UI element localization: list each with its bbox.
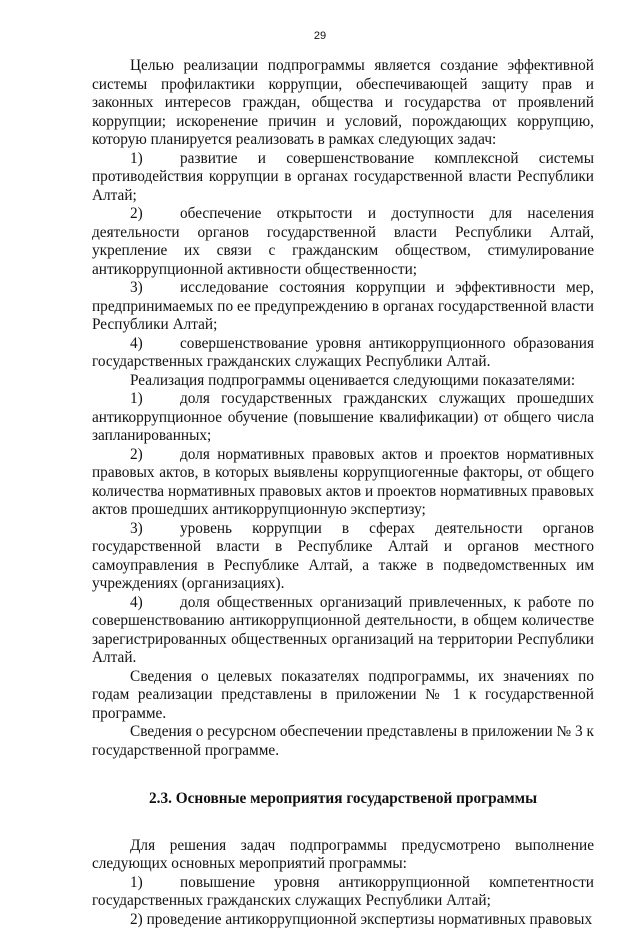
measure-number: 1): [130, 874, 180, 893]
task-item: [92, 335, 594, 372]
task-item: [92, 279, 594, 335]
measure-text: 2) проведение антикоррупционной экспертизы нормативных правовых: [130, 911, 592, 928]
indicator-item: [92, 446, 594, 520]
task-text: обеспечение открытости и доступности для населения деятельности органов государственной власти Республики Алтай, укрепление их связи с гражданским обществом, стимулирование антикоррупционной активности общественности;: [92, 205, 594, 278]
indicator-text: доля нормативных правовых актов и проектов нормативных правовых актов, в которых выявлены коррупциогенные факторы, от общего количества нормативных правовых актов и проектов нормативных правовых актов прошедших антикоррупционную экспертизу;: [92, 446, 594, 519]
indicator-text: доля общественных организаций привлеченных, к работе по совершенствованию антикоррупционной деятельности, в общем количестве зарегистрированных общественных организаций на территории Республики Алтай.: [92, 594, 594, 667]
indicator-number: 3): [130, 520, 180, 539]
task-number: 3): [130, 279, 180, 298]
measure-text: повышение уровня антикоррупционной компетентности государственных гражданских служащих Республики Алтай;: [92, 874, 594, 910]
page-number: 29: [0, 30, 640, 42]
task-item: [92, 150, 594, 206]
indicator-number: 4): [130, 594, 180, 613]
indicator-item: [92, 594, 594, 668]
task-number: 1): [130, 150, 180, 169]
targets-note: Сведения о целевых показателях подпрограммы, их значениях по годам реализации представлены в приложении № 1 к государственной программе.: [92, 668, 594, 724]
section-heading: 2.3. Основные мероприятия государственой программы: [92, 790, 594, 809]
task-item: [92, 205, 594, 279]
indicators-intro: Реализация подпрограммы оценивается следующими показателями:: [92, 372, 594, 391]
resources-note: Сведения о ресурсном обеспечении представлены в приложении № 3 к государственной программе.: [92, 723, 594, 760]
intro-paragraph: Целью реализации подпрограммы является создание эффективной системы профилактики коррупции, обеспечивающей защиту прав и законных интересов граждан, общества и государства от проявлений коррупции; искоренение причин и условий, порождающих коррупцию, которую планируется реализовать в рамках следующих задач:: [92, 57, 594, 150]
task-number: 4): [130, 335, 180, 354]
task-text: исследование состояния коррупции и эффективности мер, предпринимаемых по ее предупреждению в органах государственной власти Республики Алтай;: [92, 279, 594, 333]
indicator-number: 2): [130, 446, 180, 465]
document-body: [92, 57, 594, 929]
measure-item: [92, 911, 594, 929]
task-text: совершенствование уровня антикоррупционного образования государственных гражданских служащих Республики Алтай.: [92, 335, 594, 371]
indicator-item: [92, 520, 594, 594]
task-text: развитие и совершенствование комплексной системы противодействия коррупции в органах государственной власти Республики Алтай;: [92, 150, 594, 204]
task-number: 2): [130, 205, 180, 224]
indicator-number: 1): [130, 390, 180, 409]
indicator-text: уровень коррупции в сферах деятельности органов государственной власти в Республике Алтай и органов местного самоуправления в Республике Алтай, а также в подведомственных им учреждениях (организациях).: [92, 520, 594, 593]
measures-intro: Для решения задач подпрограммы предусмотрено выполнение следующих основных мероприятий программы:: [92, 837, 594, 874]
indicator-text: доля государственных гражданских служащих прошедших антикоррупционное обучение (повышение квалификации) от общего числа запланированных;: [92, 390, 594, 444]
indicator-item: [92, 390, 594, 446]
